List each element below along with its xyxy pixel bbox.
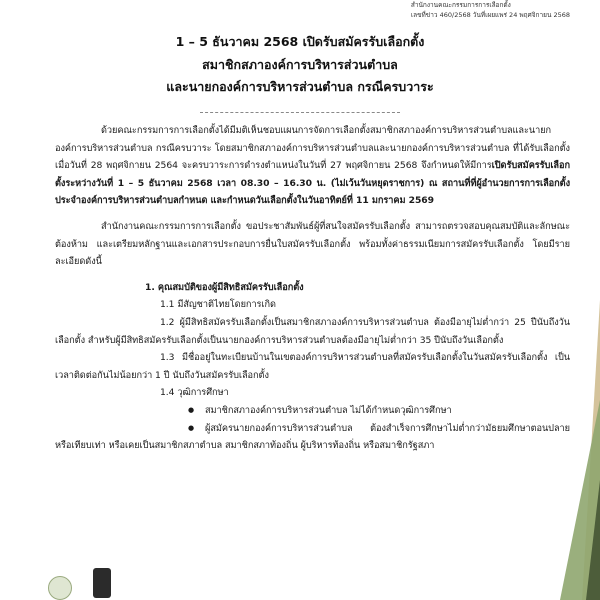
intro-paragraph (55, 122, 570, 210)
intro-bold-text: เปิดรับสมัครรับเลือกตั้งระหว่างวันที่ 1 – 5 ธันวาคม 2568 เวลา 08.30 – 16.30 น. (ไม่เว้นวันหยุดราชการ) ณ สถานที่ที่ผู้อำนวยการการเลือกตั้งประจำองค์การบริหารส่วนตำบลกำหนด และกำหนดวันเลือกตั้งในวันอาทิตย์ที่ 11 มกราคม 2569 (55, 160, 570, 207)
office-name: สำนักงานคณะกรรมการการเลือกตั้ง (410, 1, 511, 9)
logo-badge-icon (48, 576, 72, 600)
paragraph-2: สำนักงานคณะกรรมการการเลือกตั้ง ขอประชาสัมพันธ์ผู้ที่สนใจสมัครรับเลือกตั้ง สามารถตรวจสอบคุณสมบัติและลักษณะต้องห้าม และเตรียมหลักฐานและเอกสารประกอบการยื่นใบสมัครรับเลือกตั้ง พร้อมทั้งค่าธรรมเนียมการสมัครรับเลือกตั้ง โดยมีรายละเอียดดังนี้ (55, 220, 570, 268)
bullet-item-2: ● ผู้สมัครนายกองค์การบริหารส่วนตำบล ต้องสำเร็จการศึกษาไม่ต่ำกว่ามัธยมศึกษาตอนปลายหรือเทียบเท่า หรือเคยเป็นสมาชิกสภาตำบล สมาชิกสภาท้องถิ่น ผู้บริหารท้องถิ่น หรือสมาชิกรัฐสภา (55, 420, 570, 455)
title-divider (200, 112, 400, 113)
section-1-item-2: 1.2 ผู้มีสิทธิสมัครรับเลือกตั้งเป็นสมาชิกสภาองค์การบริหารส่วนตำบล ต้องมีอายุไม่ต่ำกว่า 25 ปีนับถึงวันเลือกตั้ง สำหรับผู้มีสิทธิสมัครรับเลือกตั้งเป็นนายกองค์การบริหารส่วนตำบลต้องมีอายุไม่ต่ำกว่า 35 ปีนับถึงวันเลือกตั้ง (55, 316, 570, 346)
section-1-item-4: 1.4 วุฒิการศึกษา (160, 387, 229, 399)
phone-icon (93, 568, 111, 598)
reference-line: เลขที่ข่าว 460/2568 วันที่เผยแพร่ 24 พฤศจิกายน 2568 (410, 11, 570, 19)
decorative-corner-dark (586, 480, 600, 600)
section-1-item-1: 1.1 มีสัญชาติไทยโดยการเกิด (160, 299, 276, 311)
title-line-2: สมาชิกสภาองค์การบริหารส่วนตำบล (202, 56, 398, 72)
section-1-heading: 1. คุณสมบัติของผู้มีสิทธิสมัครรับเลือกตั้ง (145, 281, 304, 293)
document-body (55, 122, 570, 455)
bullet-item-1: ● สมาชิกสภาองค์การบริหารส่วนตำบล ไม่ได้กำหนดวุฒิการศึกษา (55, 402, 570, 420)
news-reference (411, 0, 570, 20)
document-title (0, 31, 600, 99)
title-line-3: และนายกองค์การบริหารส่วนตำบล กรณีครบวาระ (166, 79, 434, 94)
intro-text: ด้วยคณะกรรมการการเลือกตั้งได้มีมติเห็นชอบแผนการจัดการเลือกตั้งสมาชิกสภาองค์การบริหารส่วนตำบลและนายกองค์การบริหารส่วนตำบล กรณีครบวาระ โดยสมาชิกสภาองค์การบริหารส่วนตำบลและนายกองค์การบริหารส่วนตำบล ที่ได้รับเลือกตั้งเมื่อวันที่ 28 พฤศจิกายน 2564 จะครบวาระการดำรงตำแหน่งในวันที่ 27 พฤศจิกายน 2568 จึงกำหนดให้มีการ (55, 125, 570, 172)
section-1-item-3: 1.3 มีชื่ออยู่ในทะเบียนบ้านในเขตองค์การบริหารส่วนตำบลที่สมัครรับเลือกตั้งในวันสมัครรับเลือกตั้ง เป็นเวลาติดต่อกันไม่น้อยกว่า 1 ปี นับถึงวันสมัครรับเลือกตั้ง (55, 352, 570, 381)
title-line-1: 1 – 5 ธันวาคม 2568 เปิดรับสมัครรับเลือกตั้ง (175, 34, 425, 49)
